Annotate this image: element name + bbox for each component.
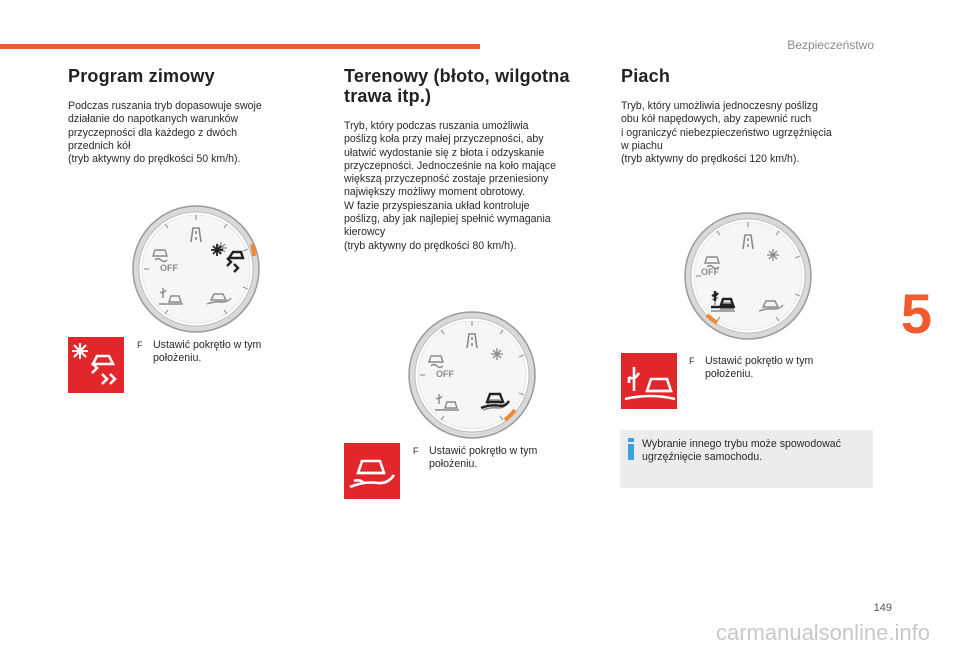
section-title: Program zimowy <box>68 66 215 86</box>
instruction-marker: F <box>413 446 419 456</box>
instruction <box>413 445 563 472</box>
instruction-marker: F <box>689 356 695 366</box>
instruction-text: Ustawić pokrętło w tym położeniu. <box>429 445 538 471</box>
section-body: Tryb, który podczas ruszania umożliwia poślizg koła przy małej przyczepności, aby ułatwić wydostanie się z błota i odzyskanie przyczepności. Jednocześnie na koło mające większą przyczepność zostaje przeniesiony największy możliwy moment obrotowy. W fazie przyspieszania układ kontroluje poślizg, aby jak najlepiej spełnić wymagania kierowcy (tryb aktywny do prędkości 80 km/h). <box>344 120 556 252</box>
knob-off-label: OFF <box>436 369 454 379</box>
info-note <box>620 430 873 488</box>
instruction-marker: F <box>137 340 143 350</box>
section-body: Tryb, który umożliwia jednoczesny poślizg obu kół napędowych, aby zapewnić ruch i ograniczyć niebezpieczeństwo ugrzęźnięcia w piachu (tryb aktywny do prędkości 120 km/h). <box>621 100 832 166</box>
sand-mode-icon <box>621 353 677 409</box>
watermark: carmanualsonline.info <box>715 620 930 645</box>
instruction <box>689 355 839 382</box>
instruction-text: Ustawić pokrętło w tym położeniu. <box>705 355 814 381</box>
section-title: Piach <box>621 66 671 86</box>
section-winter <box>68 66 308 166</box>
section-body: Podczas ruszania tryb dopasowuje swoje działanie do napotkanych warunków przyczepności dla każdego z dwóch przednich kół (tryb aktywny do prędkości 50 km/h). <box>68 100 262 166</box>
page-number: 149 <box>873 602 892 614</box>
header-accent-bar <box>0 44 480 49</box>
knob-off-label: OFF <box>160 263 178 273</box>
instruction <box>137 339 287 366</box>
info-note-text: Wybranie innego trybu może spowodować ugrzęźnięcie samochodu. <box>642 438 841 464</box>
mode-dial-sand-illustration <box>683 211 813 341</box>
snow-mode-icon <box>68 337 124 393</box>
instruction-text: Ustawić pokrętło w tym położeniu. <box>153 339 262 365</box>
mode-dial-winter-illustration <box>131 204 261 334</box>
info-icon <box>628 438 634 460</box>
knob-off-label: OFF <box>701 267 719 277</box>
section-title: Terenowy (błoto, wilgotna trawa itp.) <box>344 66 570 106</box>
section-sand <box>621 66 861 166</box>
section-offroad <box>344 66 584 253</box>
mud-mode-icon <box>344 443 400 499</box>
section-label: Bezpieczeństwo <box>787 38 874 52</box>
mode-dial-offroad-illustration <box>407 310 537 440</box>
chapter-number: 5 <box>900 282 932 345</box>
